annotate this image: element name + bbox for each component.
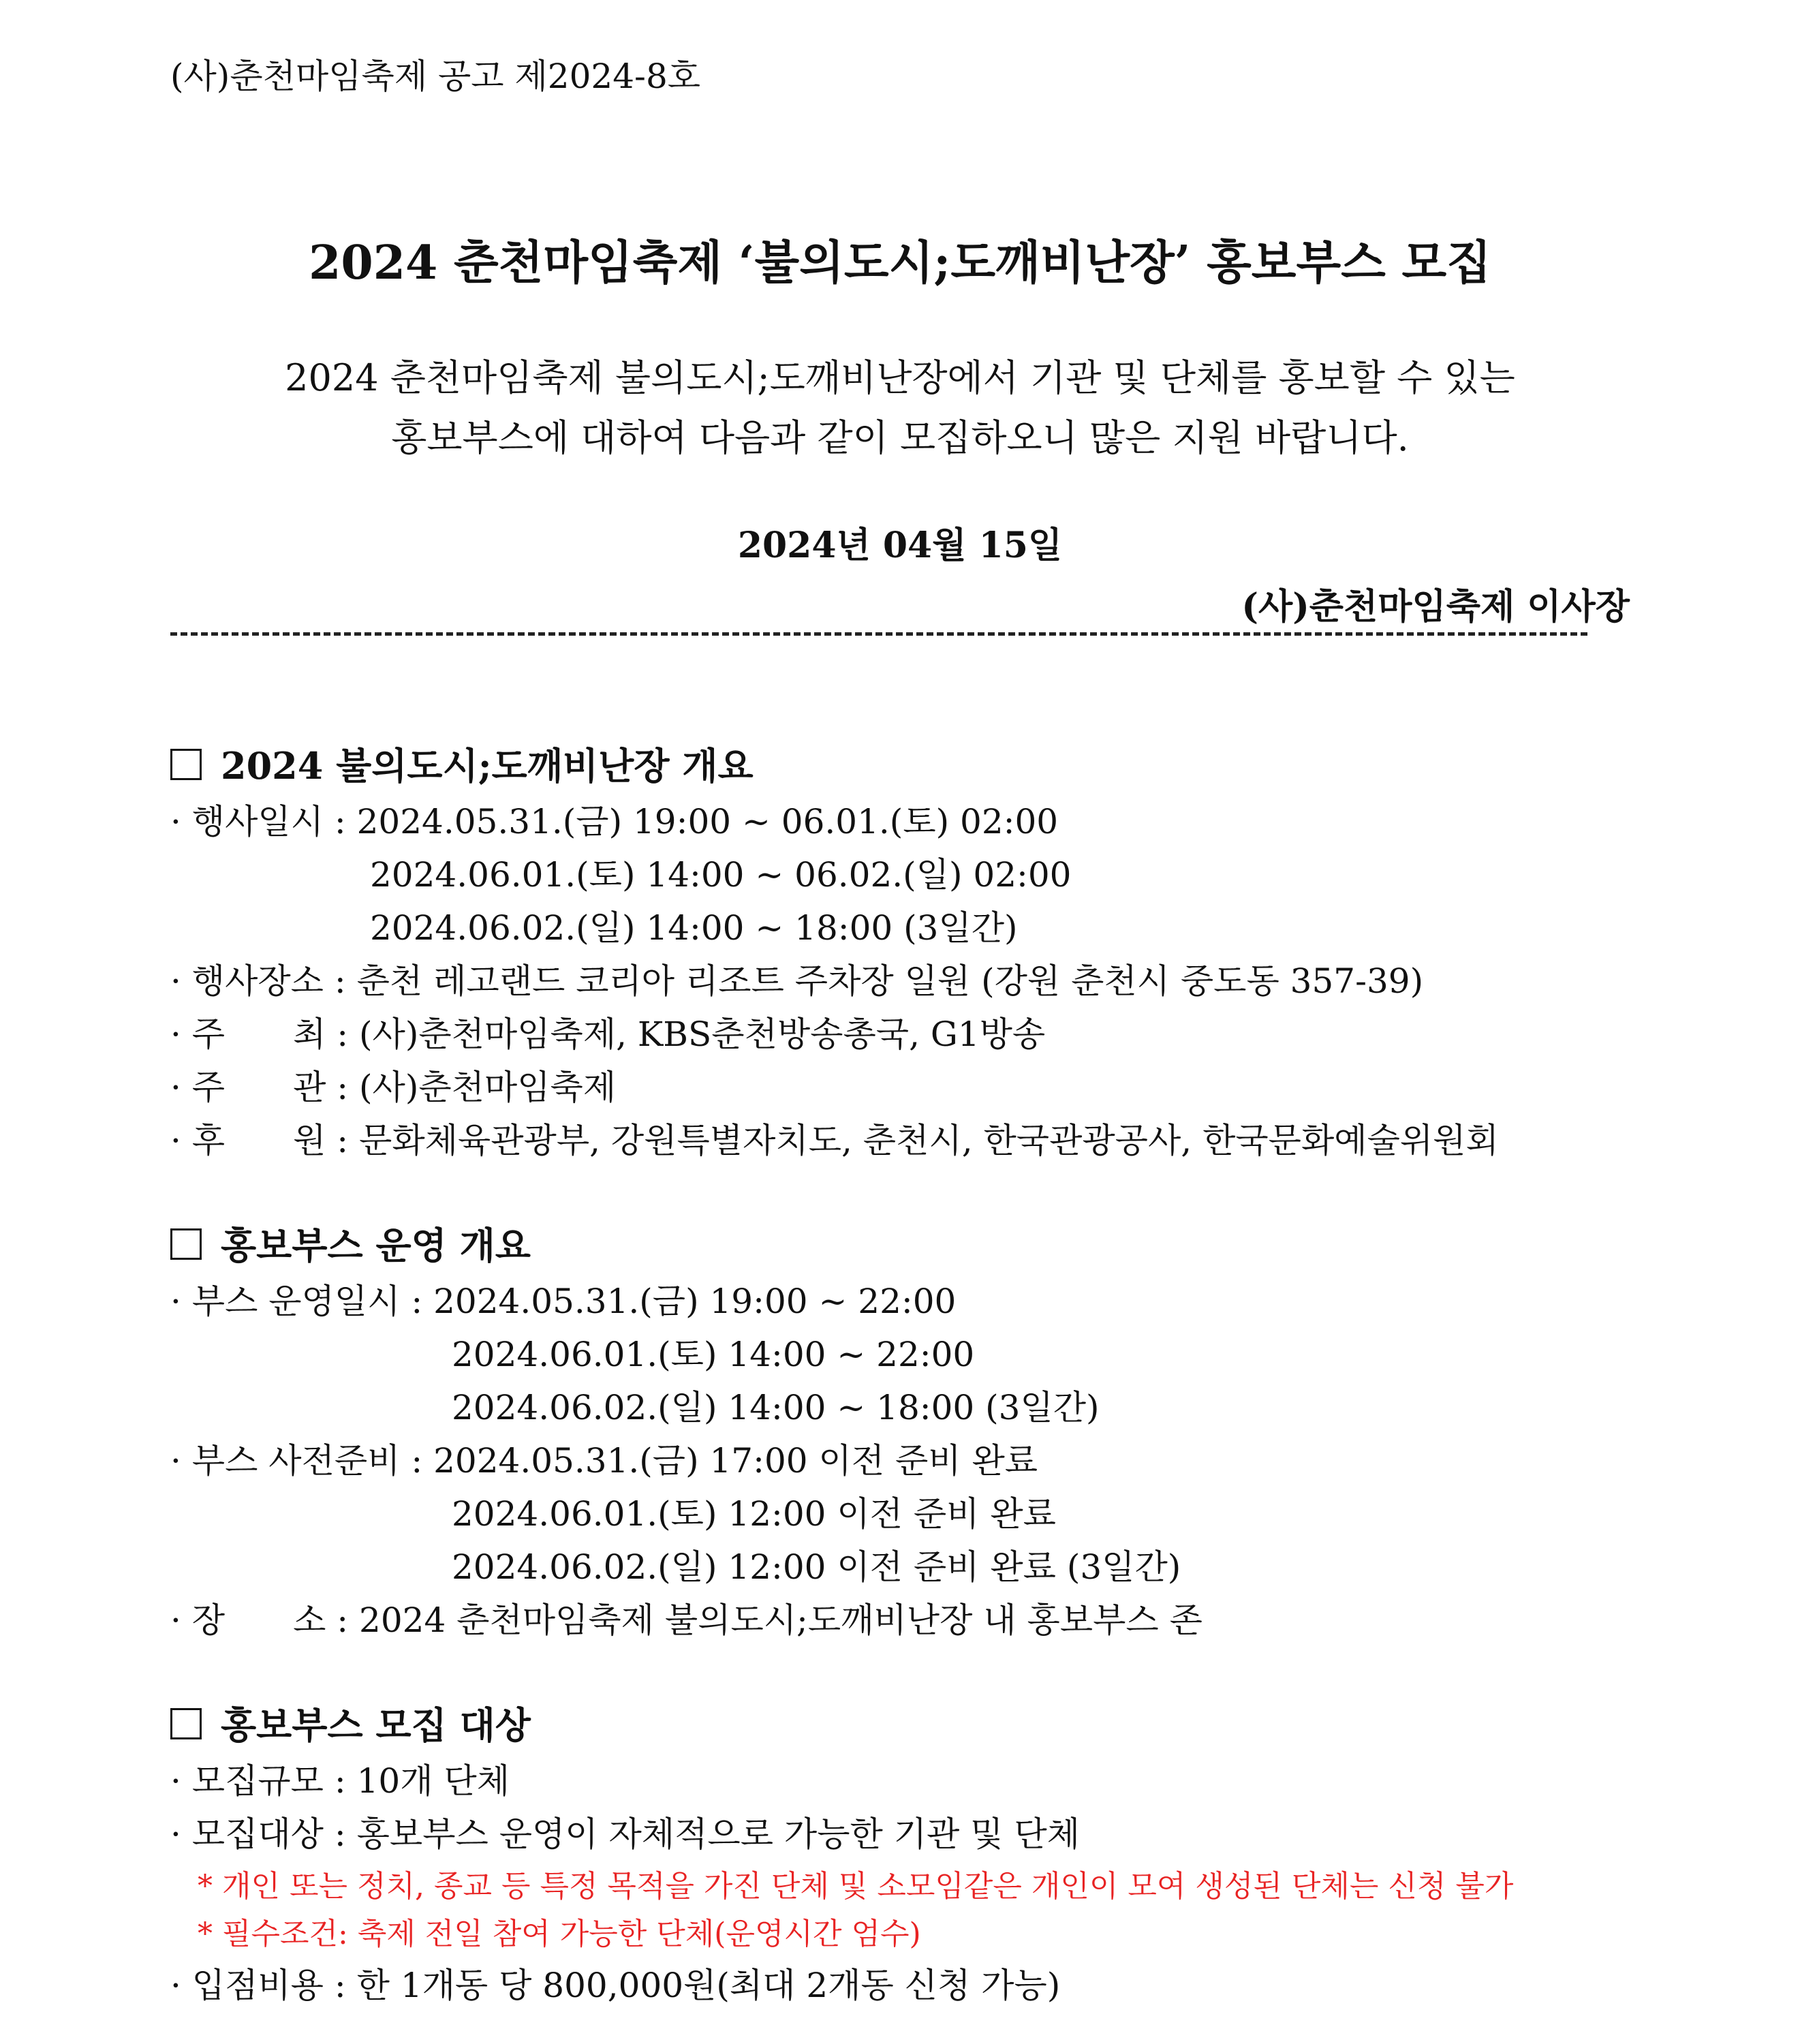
entry-fee-row: · 입점비용 : 한 1개동 당 800,000원(최대 2개동 신청 가능) [170, 1966, 1061, 2005]
notice-number: (사)춘천마임축제 공고 제2024-8호 [170, 57, 701, 96]
restriction-note: * 개인 또는 정치, 종교 등 특정 목적을 가진 단체 및 소모임같은 개인이 모여 생성된 단체는 신청 불가 [198, 1869, 1514, 1904]
booth-hours-row-2: 2024.06.01.(토) 14:00 ~ 22:00 [452, 1335, 975, 1374]
event-date-row: · 행사일시 : 2024.05.31.(금) 19:00 ~ 06.01.(토) 02:00 [170, 802, 1059, 841]
recruit-size-row: · 모집규모 : 10개 단체 [170, 1761, 510, 1801]
section-heading-label: 2024 불의도시;도깨비난장 개요 [221, 744, 754, 788]
checkbox-square-icon [170, 1708, 202, 1739]
checkbox-square-icon [170, 749, 202, 780]
requirement-note: * 필수조건: 축제 전일 참여 가능한 단체(운영시간 엄수) [198, 1917, 921, 1951]
booth-hours-row: · 부스 운영일시 : 2024.05.31.(금) 19:00 ~ 22:00 [170, 1282, 957, 1321]
host-row: · 주 최 : (사)춘천마임축제, KBS춘천방송총국, G1방송 [170, 1015, 1046, 1054]
event-date-row-3: 2024.06.02.(일) 14:00 ~ 18:00 (3일간) [370, 908, 1018, 948]
booth-prep-row-2: 2024.06.01.(토) 12:00 이전 준비 완료 [452, 1494, 1056, 1534]
booth-location-row: · 장 소 : 2024 춘천마임축제 불의도시;도깨비난장 내 홍보부스 존 [170, 1600, 1202, 1640]
issuer: (사)춘천마임축제 이사장 [1241, 586, 1630, 628]
section-heading-label: 홍보부스 운영 개요 [221, 1224, 531, 1267]
event-venue-row: · 행사장소 : 춘천 레고랜드 코리아 리조트 주차장 일원 (강원 춘천시 중도동 357-39) [170, 961, 1424, 1001]
booth-prep-row-3: 2024.06.02.(일) 12:00 이전 준비 완료 (3일간) [452, 1547, 1181, 1587]
section-heading-overview [170, 737, 754, 790]
intro-line-1: 2024 춘천마임축제 불의도시;도깨비난장에서 기관 및 단체를 홍보할 수 있는 [285, 356, 1515, 399]
section-heading-recruitment [170, 1697, 531, 1749]
booth-hours-row-3: 2024.06.02.(일) 14:00 ~ 18:00 (3일간) [452, 1388, 1100, 1427]
checkbox-square-icon [170, 1228, 202, 1260]
document-title: 2024 춘천마임축제 ‘불의도시;도깨비난장’ 홍보부스 모집 [309, 236, 1491, 290]
booth-prep-row: · 부스 사전준비 : 2024.05.31.(금) 17:00 이전 준비 완료 [170, 1441, 1038, 1481]
issue-date: 2024년 04월 15일 [737, 525, 1063, 566]
section-heading-label: 홍보부스 모집 대상 [221, 1703, 531, 1747]
section-heading-booth-operation [170, 1217, 531, 1269]
intro-line-2: 홍보부스에 대하여 다음과 같이 모집하오니 많은 지원 바랍니다. [391, 416, 1409, 459]
event-date-row-2: 2024.06.01.(토) 14:00 ~ 06.02.(일) 02:00 [370, 855, 1072, 895]
dashed-divider [170, 632, 1587, 636]
recruit-target-row: · 모집대상 : 홍보부스 운영이 자체적으로 가능한 기관 및 단체 [170, 1814, 1080, 1854]
organizer-row: · 주 관 : (사)춘천마임축제 [170, 1068, 617, 1107]
sponsor-row: · 후 원 : 문화체육관광부, 강원특별자치도, 춘천시, 한국관광공사, 한국문화예술위원회 [170, 1121, 1499, 1160]
